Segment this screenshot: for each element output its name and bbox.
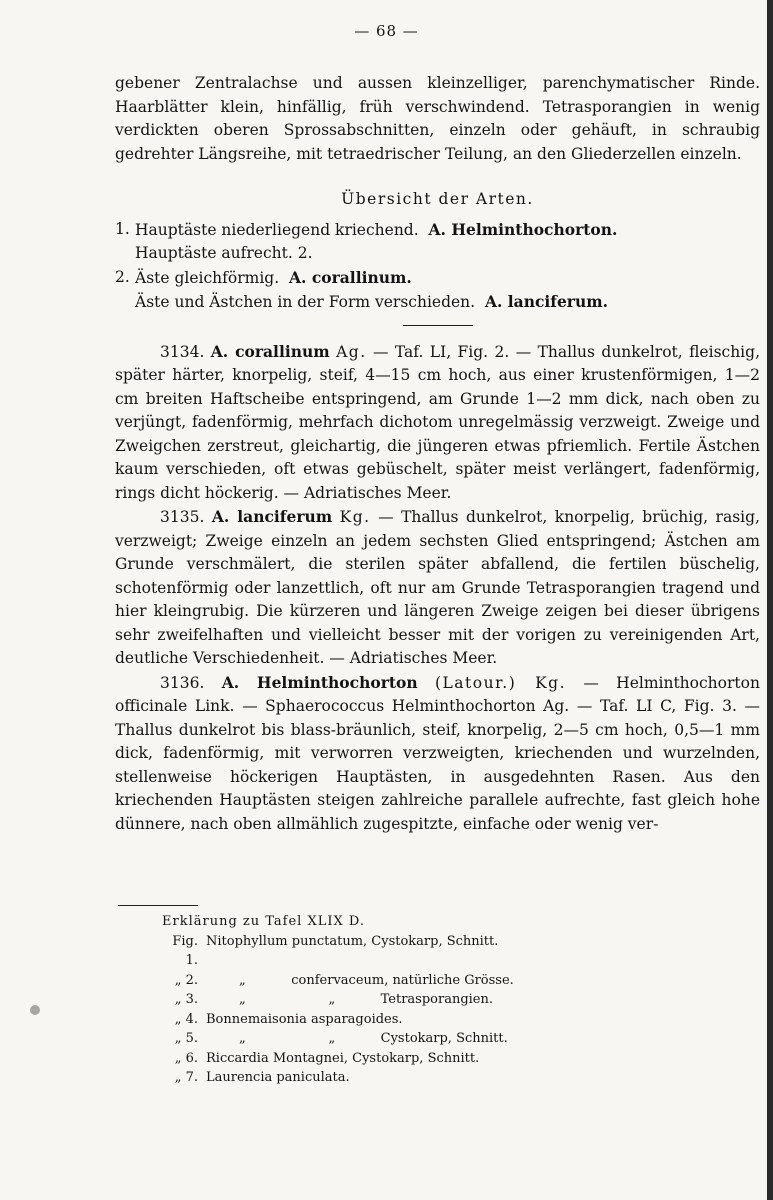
figure-caption: Bonnemaisonia asparagoides.	[206, 1011, 403, 1027]
figure-label: „ 3.	[174, 992, 198, 1007]
entry-number: 3135.	[160, 508, 205, 526]
entry-species: A. Helminthochorton	[221, 672, 418, 692]
key-2b-species: A. lanciferum.	[484, 292, 609, 311]
figure-caption: „ confervaceum, natürliche Grösse.	[206, 972, 514, 988]
plate-figure-row	[160, 1010, 760, 1030]
key-1a-species: A. Helminthochorton.	[428, 219, 618, 239]
key-2b-text: Äste und Ästchen in der Form verschieden.	[135, 293, 476, 311]
key-1b-text: Hauptäste aufrecht. 2.	[135, 244, 313, 262]
entry-3135	[115, 505, 760, 671]
figure-caption: Nitophyllum punctatum, Cystokarp, Schnitt.	[206, 933, 499, 949]
figure-label: „ 5.	[174, 1031, 198, 1046]
plate-figure-row	[160, 971, 760, 991]
key-2a-text: Äste gleichförmig.	[135, 268, 280, 287]
key-2a-species: A. corallinum.	[289, 267, 412, 287]
figure-label: „ 2.	[174, 972, 198, 988]
figure-caption: „ „ Cystokarp, Schnitt.	[206, 1031, 508, 1046]
entry-number: 3134.	[160, 342, 205, 361]
plate-figure-row	[160, 932, 760, 971]
key-number-1: 1.	[115, 219, 130, 238]
page-edge-shadow	[767, 0, 773, 1200]
intro-paragraph: gebener Zentralachse und aussen kleinzelliger, parenchymatischer Rinde. Haarblätter klein, hinfällig, früh verschwindend. Tetrasporangien in wenig verdickten oberen Sprossabschnitten, einzeln oder gehäuft, in schraubig gedrehter Längsreihe, mit tetraedrischer Teilung, an den Gliederzellen einzeln.	[115, 74, 760, 163]
page-number: — 68 —	[354, 22, 419, 40]
entry-author: (Latour.) Kg.	[434, 673, 567, 692]
figure-caption: „ „ Tetrasporangien.	[206, 992, 494, 1007]
key-number-2: 2.	[115, 267, 130, 286]
plate-figure-row	[160, 1049, 760, 1069]
plate-figure-row	[160, 1029, 760, 1049]
figure-label: Fig. 1.	[172, 933, 198, 968]
key-item-2	[115, 266, 760, 291]
figure-label: „ 4.	[174, 1011, 198, 1027]
plate-figure-row	[160, 990, 760, 1010]
entry-3134	[115, 340, 760, 506]
key-1a-text: Hauptäste niederliegend kriechend.	[135, 220, 419, 239]
key-2b	[115, 290, 760, 315]
entry-author: Kg.	[339, 508, 371, 526]
key-item-1	[115, 218, 760, 243]
plate-explanation-title: Erklärung zu Tafel XLIX D.	[162, 914, 365, 929]
footnote-divider	[118, 905, 198, 906]
entry-species: A. lanciferum	[211, 507, 333, 526]
entry-text: — Helminthochorton officinale Link. — Sphaerococcus Helminthochorton Ag. — Taf. LI C, Fig. 3. — Thallus dunkelrot bis blass-bräunlich, steif, knorpelig, 2—5 cm hoch, 0,5—1 mm dick, fadenförmig, mit verworren verzweigten, kriechenden und wurzelnden, stellenweise höckerigen Hauptästen, in ausgedehnten Rasen. Aus den kriechenden Hauptästen steigen zahlreiche parallele aufrechte, fast gleich hohe dünnere, nach oben allmählich zugespitzte, einfache oder wenig ver-	[115, 673, 760, 833]
plate-figure-row	[160, 1068, 760, 1088]
ink-smudge	[30, 1005, 40, 1015]
figure-label: „ 7.	[174, 1070, 198, 1085]
entry-species: A. corallinum	[210, 341, 330, 361]
entry-text: — Thallus dunkelrot, knorpelig, brüchig, rasig, verzweigt; Zweige einzeln an jedem sechsten Glied entspringend; Ästchen am Grunde verschmälert, die sterilen später abfallend, die fertilen büschelig, schotenförmig oder lanzettlich, oft nur am Grunde Tetrasporangien tragend und hier kleingrubig. Die kürzeren und längeren Zweige zeigen bei dieser übrigens sehr zweifelhaften und vielleicht besser mit der vorigen zu vereinigenden Art, deutliche Verschiedenheit. — Adriatisches Meer.	[115, 508, 760, 667]
figure-caption: Laurencia paniculata.	[206, 1070, 350, 1085]
overview-title: Übersicht der Arten.	[341, 190, 534, 208]
figure-label: „ 6.	[174, 1050, 198, 1066]
entry-text: — Taf. LI, Fig. 2. — Thallus dunkelrot, fleischig, später härter, knorpelig, steif, 4—15 cm hoch, aus einer krustenförmigen, 1—2 cm breiten Haftscheibe entspringend, am Grunde 1—2 mm dick, nach oben zu verjüngt, fadenförmig, mehrfach dichotom unregelmässig verzweigt. Zweige und Zweigchen zerstreut, gleichartig, die jüngeren etwas pfriemlich. Fertile Ästchen kaum verschieden, oft etwas gebüschelt, später meist verlängert, fadenförmig, rings dicht höckerig. — Adriatisches Meer.	[115, 342, 760, 502]
section-divider	[403, 325, 473, 326]
page-body	[115, 72, 760, 836]
entry-author: Ag.	[336, 342, 367, 361]
figure-caption: Riccardia Montagnei, Cystokarp, Schnitt.	[206, 1050, 480, 1066]
plate-explanation	[160, 912, 760, 1088]
entry-number: 3136.	[160, 673, 205, 692]
entry-3136	[115, 671, 760, 837]
